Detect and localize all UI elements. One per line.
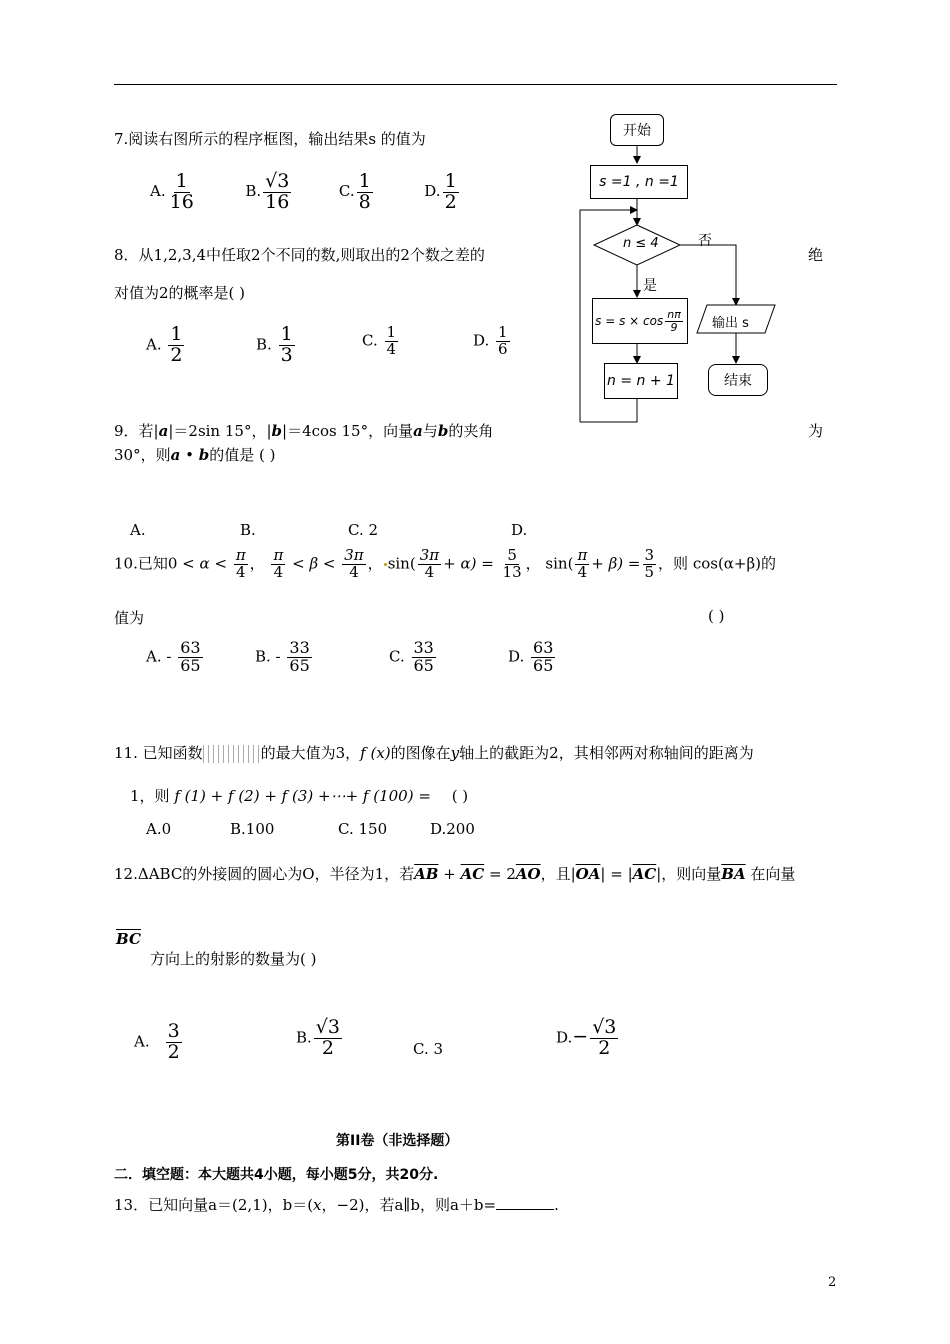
answer-blank[interactable] bbox=[496, 1195, 554, 1210]
q8-stem-tail: 绝 bbox=[808, 246, 824, 264]
q11-option-b: B.100 bbox=[230, 820, 275, 838]
q8-stem-line2: 对值为2的概率是( ) bbox=[114, 284, 246, 302]
q10-stem-line2: 值为 bbox=[114, 609, 145, 627]
q7-option-d: D. $\frac{1}{2}$ bbox=[424, 170, 457, 213]
broken-formula-image bbox=[203, 745, 261, 763]
q12-stem-line2: $\overline{BC}$ 方向上的射影的数量为( ) bbox=[116, 930, 317, 968]
section2-heading: 二．填空题：本大题共4小题，每小题5分，共20分. bbox=[114, 1167, 439, 1183]
q7-options bbox=[150, 172, 461, 213]
q10-option-d: D. $\frac{63}{65}$ bbox=[508, 638, 554, 675]
q7-option-b: B. $\frac{√3}{16}$ bbox=[245, 170, 290, 213]
q10-answer-paren: ( ) bbox=[708, 607, 725, 625]
q8-option-a: A. $\frac{1}{2}$ bbox=[146, 323, 183, 366]
flowchart-condition: n ≤ 4 bbox=[623, 236, 659, 251]
q9-stem-tail: 为 bbox=[808, 422, 824, 440]
flowchart-output: 输出 s bbox=[712, 316, 749, 331]
q11-stem-line2: 1，则 f (1) + f (2) + f (3) +⋯+ f (100) = ( ) bbox=[130, 787, 469, 805]
flowchart-body: s = s × cos $\frac{n\pi}{9}$ bbox=[592, 298, 688, 344]
q10-stem: 10.已知0 < α < $\frac{\pi}{4}$ ， $\frac{\pi}{4}$ < β < $\frac{3\pi}{4}$ ， sin( $\frac{3\pi}{4}$ + α) = $\frac{5}{13}$ ， sin( $\frac{\pi}{4}$ + β) = $\frac{3}{5}$ ，则 cos(α+β)的 bbox=[114, 546, 777, 581]
q9-option-d: D. bbox=[511, 521, 528, 539]
q8-stem: 8．从1,2,3,4中任取2个不同的数,则取出的2个数之差的 bbox=[114, 246, 485, 264]
q10-option-c: C. $\frac{33}{65}$ bbox=[389, 638, 434, 675]
q8-option-d: D. $\frac{1}{6}$ bbox=[473, 323, 508, 358]
header-rule bbox=[114, 84, 837, 85]
q13-stem: 13．已知向量a＝(2,1)，b＝(x，−2)，若a∥b，则a＋b= . bbox=[114, 1196, 559, 1214]
q11-option-c: C. 150 bbox=[338, 820, 388, 838]
q7-stem: 7.阅读右图所示的程序框图，输出结果s 的值为 bbox=[114, 130, 426, 148]
q7-option-a: A. $\frac{1}{16}$ bbox=[150, 170, 194, 213]
q9-stem-line2: 30°，则a • b的值是 ( ) bbox=[114, 446, 276, 464]
q8-option-c: C. $\frac{1}{4}$ bbox=[362, 323, 397, 358]
q9-option-a: A. bbox=[130, 521, 146, 539]
q12-option-d: D.− $\frac{√3}{2}$ bbox=[556, 1016, 617, 1059]
flowchart-yes-label: 是 bbox=[643, 278, 657, 294]
q9-option-b: B. bbox=[240, 521, 256, 539]
q7-option-c: C. $\frac{1}{8}$ bbox=[338, 170, 371, 213]
q11-option-d: D.200 bbox=[430, 820, 475, 838]
q11-option-a: A.0 bbox=[146, 820, 172, 838]
flowchart-start: 开始 bbox=[610, 114, 664, 146]
part2-title: 第II卷（非选择题） bbox=[336, 1133, 459, 1149]
flowchart-no-label: 否 bbox=[698, 233, 712, 249]
q11-stem: 11. 已知函数 的最大值为3，f (x)的图像在y轴上的截距为2，其相邻两对称轴间的距离为 bbox=[114, 744, 754, 762]
q10-option-b: B. - $\frac{33}{65}$ bbox=[255, 638, 310, 675]
q12-option-a: A. $\frac{3}{2}$ bbox=[134, 1020, 180, 1063]
q12-option-c: C. 3 bbox=[413, 1040, 444, 1058]
flowchart-init: s =1 , n =1 bbox=[590, 165, 688, 199]
flowchart-end: 结束 bbox=[708, 364, 768, 396]
q9-stem: 9．若|a|＝2sin 15°，|b|＝4cos 15°，向量a与b的夹角 bbox=[114, 422, 494, 440]
flowchart-increment: n = n + 1 bbox=[604, 363, 678, 399]
q8-option-b: B. $\frac{1}{3}$ bbox=[256, 323, 293, 366]
q9-option-c: C. 2 bbox=[348, 521, 379, 539]
page-number: 2 bbox=[828, 1275, 837, 1290]
q12-option-b: B. $\frac{√3}{2}$ bbox=[296, 1016, 340, 1059]
q12-stem: 12.ΔABC的外接圆的圆心为O，半径为1，若$\overline{AB} + \overline{AC} = 2\overline{AO}$，且$|\overline{OA}| = |\overline{AC}|$，则向量$\overline{BA}$ 在向量 bbox=[114, 865, 796, 883]
q10-option-a: A. - $\frac{63}{65}$ bbox=[146, 638, 201, 675]
